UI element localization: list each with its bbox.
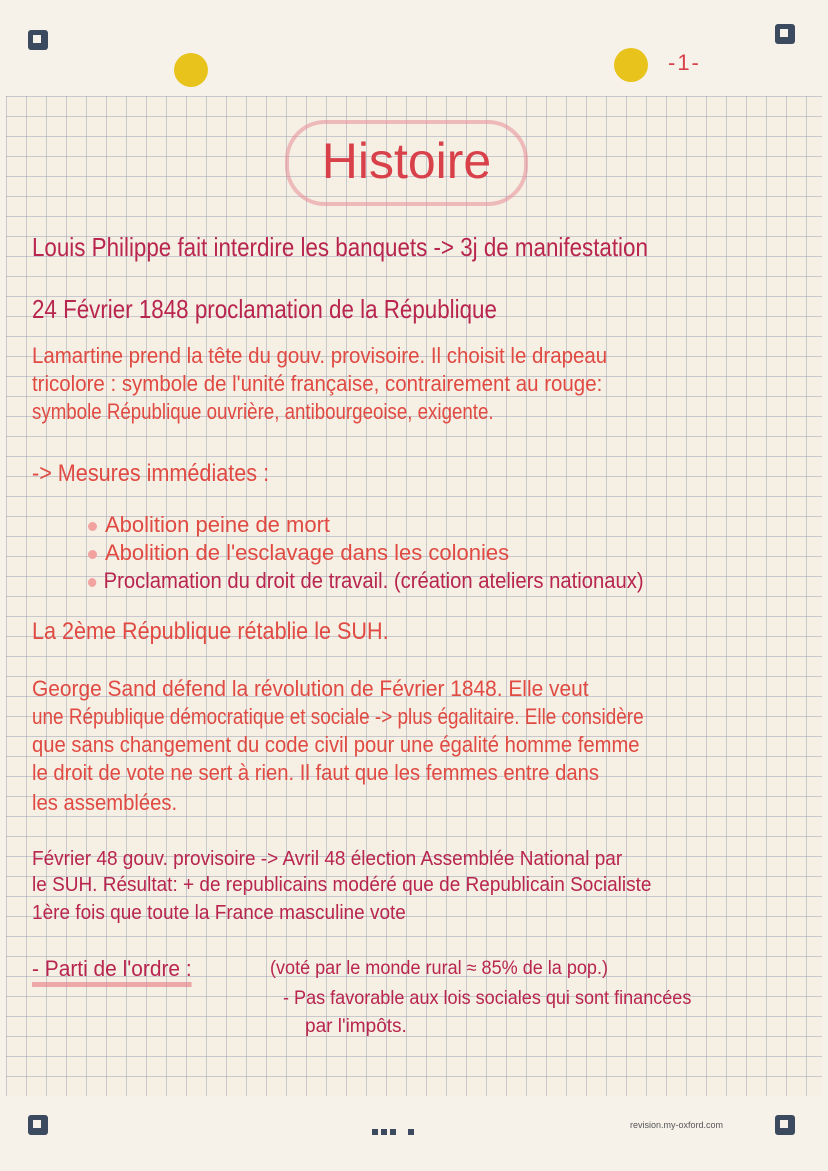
bullet-icon — [88, 522, 97, 531]
text-line: George Sand défend la révolution de Février 1848. Elle veut — [32, 676, 589, 701]
party-label: - Parti de l'ordre : — [32, 956, 192, 987]
corner-marker-icon — [28, 1115, 48, 1135]
page-number: -1- — [668, 50, 701, 75]
corner-marker-icon — [775, 1115, 795, 1135]
bullet-item — [88, 512, 330, 538]
bullet-item — [88, 540, 509, 566]
bullet-text: Proclamation du droit de travail. (création ateliers nationaux) — [103, 568, 644, 593]
text-line: Février 48 gouv. provisoire -> Avril 48 élection Assemblée National par — [32, 848, 623, 870]
text-line: que sans changement du code civil pour une égalité homme femme — [32, 732, 640, 757]
text-line: par l'impôts. — [305, 1016, 407, 1037]
text-line: tricolore : symbole de l'unité française, contrairement au rouge: — [32, 371, 603, 396]
text-line: les assemblées. — [32, 790, 178, 815]
bullet-icon — [88, 550, 97, 559]
bullet-icon — [88, 578, 96, 587]
text-line: le SUH. Résultat: + de republicains modéré que de Republicain Socialiste — [32, 874, 652, 896]
page-marker-icon — [372, 1122, 417, 1140]
bullet-text: Abolition de l'esclavage dans les colonies — [105, 540, 510, 565]
text-line: 24 Février 1848 proclamation de la République — [32, 294, 497, 324]
party-note: (voté par le monde rural ≈ 85% de la pop.) — [270, 958, 609, 979]
bullet-text: Abolition peine de mort — [105, 512, 331, 537]
text-line: une République démocratique et sociale -> plus égalitaire. Elle considère — [32, 704, 644, 729]
page-title: Histoire — [321, 133, 492, 189]
corner-marker-icon — [28, 30, 48, 50]
text-line: Louis Philippe fait interdire les banquets -> 3j de manifestation — [32, 232, 648, 262]
footer-url: revision.my-oxford.com — [630, 1120, 724, 1130]
corner-marker-icon — [775, 24, 795, 44]
text-line: - Pas favorable aux lois sociales qui sont financées — [283, 988, 692, 1009]
text-line: La 2ème République rétablie le SUH. — [32, 618, 389, 645]
title-box — [285, 120, 528, 206]
text-line: symbole République ouvrière, antibourgeoise, exigente. — [32, 399, 494, 424]
text-line: 1ère fois que toute la France masculine vote — [32, 902, 406, 924]
bullet-item — [88, 568, 644, 594]
binder-hole — [614, 48, 648, 82]
text-line: Lamartine prend la tête du gouv. provisoire. Il choisit le drapeau — [32, 343, 608, 368]
text-line: le droit de vote ne sert à rien. Il faut que les femmes entre dans — [32, 760, 600, 785]
binder-hole — [174, 53, 208, 87]
section-heading: -> Mesures immédiates : — [32, 460, 270, 487]
